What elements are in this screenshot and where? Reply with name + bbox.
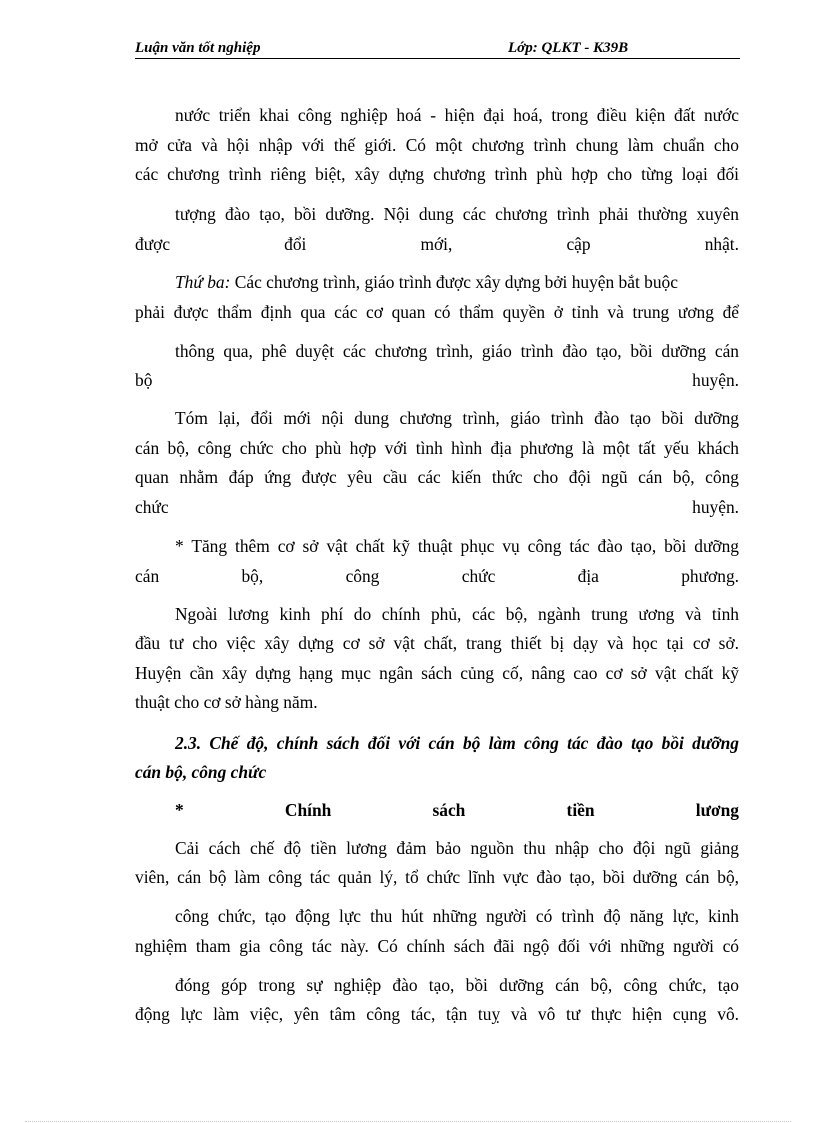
body-line-15: cán bộ, công chức địa phương. (135, 566, 739, 586)
header-thesis-title: Luận văn tốt nghiệp (135, 40, 261, 56)
body-line-9: bộ huyện. (135, 370, 739, 390)
page-header (135, 40, 740, 59)
thu-ba-label: Thứ ba: (175, 272, 231, 292)
section-heading-2-3: 2.3. Chế độ, chính sách đối với cán bộ làm công tác đào tạo bồi dưỡng (175, 733, 739, 753)
body-line-13: chức huyện. (135, 497, 739, 517)
body-line-14: * Tăng thêm cơ sở vật chất kỹ thuật phục vụ công tác đào tạo, bồi dưỡng (175, 536, 739, 556)
body-line-12: quan nhằm đáp ứng được yêu cầu các kiến thức cho đội ngũ cán bộ, công (135, 467, 739, 487)
body-line-3: các chương trình riêng biệt, xây dựng chương trình phù hợp cho từng loại đối (135, 164, 739, 184)
body-line-24: đóng góp trong sự nghiệp đào tạo, bồi dưỡng cán bộ, công chức, tạo (175, 975, 739, 995)
body-line-25: động lực làm việc, yên tâm công tác, tận tuỵ và vô tư thực hiện cụng vô. (135, 1004, 739, 1024)
section-heading-2-3-cont: cán bộ, công chức (135, 762, 267, 782)
body-line-2: mở cửa và hội nhập với thế giới. Có một chương trình chung làm chuẩn cho (135, 135, 739, 155)
body-line-1: nước triển khai công nghiệp hoá - hiện đại hoá, trong điều kiện đất nước (175, 105, 739, 125)
body-line-7: phải được thẩm định qua các cơ quan có thẩm quyền ở tỉnh và trung ương để (135, 302, 739, 322)
body-line-6 (175, 271, 739, 293)
body-line-21: viên, cán bộ làm công tác quản lý, tổ chức lĩnh vực đào tạo, bồi dưỡng cán bộ, (135, 867, 739, 887)
subheading-salary-policy: * Chính sách tiền lương (175, 800, 739, 820)
body-line-4: tượng đào tạo, bồi dưỡng. Nội dung các chương trình phải thường xuyên (175, 204, 739, 224)
body-line-5: được đổi mới, cập nhật. (135, 234, 739, 254)
body-line-17: đầu tư cho việc xây dựng cơ sở vật chất, trang thiết bị dạy và học tại cơ sở. (135, 633, 739, 653)
body-line-23: nghiệm tham gia công tác này. Có chính sách đãi ngộ đối với những người có (135, 936, 739, 956)
body-line-19: thuật cho cơ sở hàng năm. (135, 692, 318, 712)
body-line-18: Huyện cần xây dựng hạng mục ngân sách củng cố, nâng cao cơ sở vật chất kỹ (135, 663, 739, 683)
thu-ba-text: Các chương trình, giáo trình được xây dựng bởi huyện bắt buộc (234, 272, 678, 292)
body-line-10: Tóm lại, đổi mới nội dung chương trình, giáo trình đào tạo bồi dưỡng (175, 408, 739, 428)
page-bottom-rule (25, 1121, 791, 1122)
body-line-22: công chức, tạo động lực thu hút những người có trình độ năng lực, kinh (175, 906, 739, 926)
body-line-20: Cải cách chế độ tiền lương đảm bảo nguồn thu nhập cho đội ngũ giảng (175, 838, 739, 858)
body-line-16: Ngoài lương kinh phí do chính phủ, các bộ, ngành trung ương và tỉnh (175, 604, 739, 624)
body-line-11: cán bộ, công chức cho phù hợp với tình hình địa phương là một tất yếu khách (135, 438, 739, 458)
body-line-8: thông qua, phê duyệt các chương trình, giáo trình đào tạo, bồi dưỡng cán (175, 341, 739, 361)
header-class-label: Lớp: QLKT - K39B (508, 40, 629, 56)
